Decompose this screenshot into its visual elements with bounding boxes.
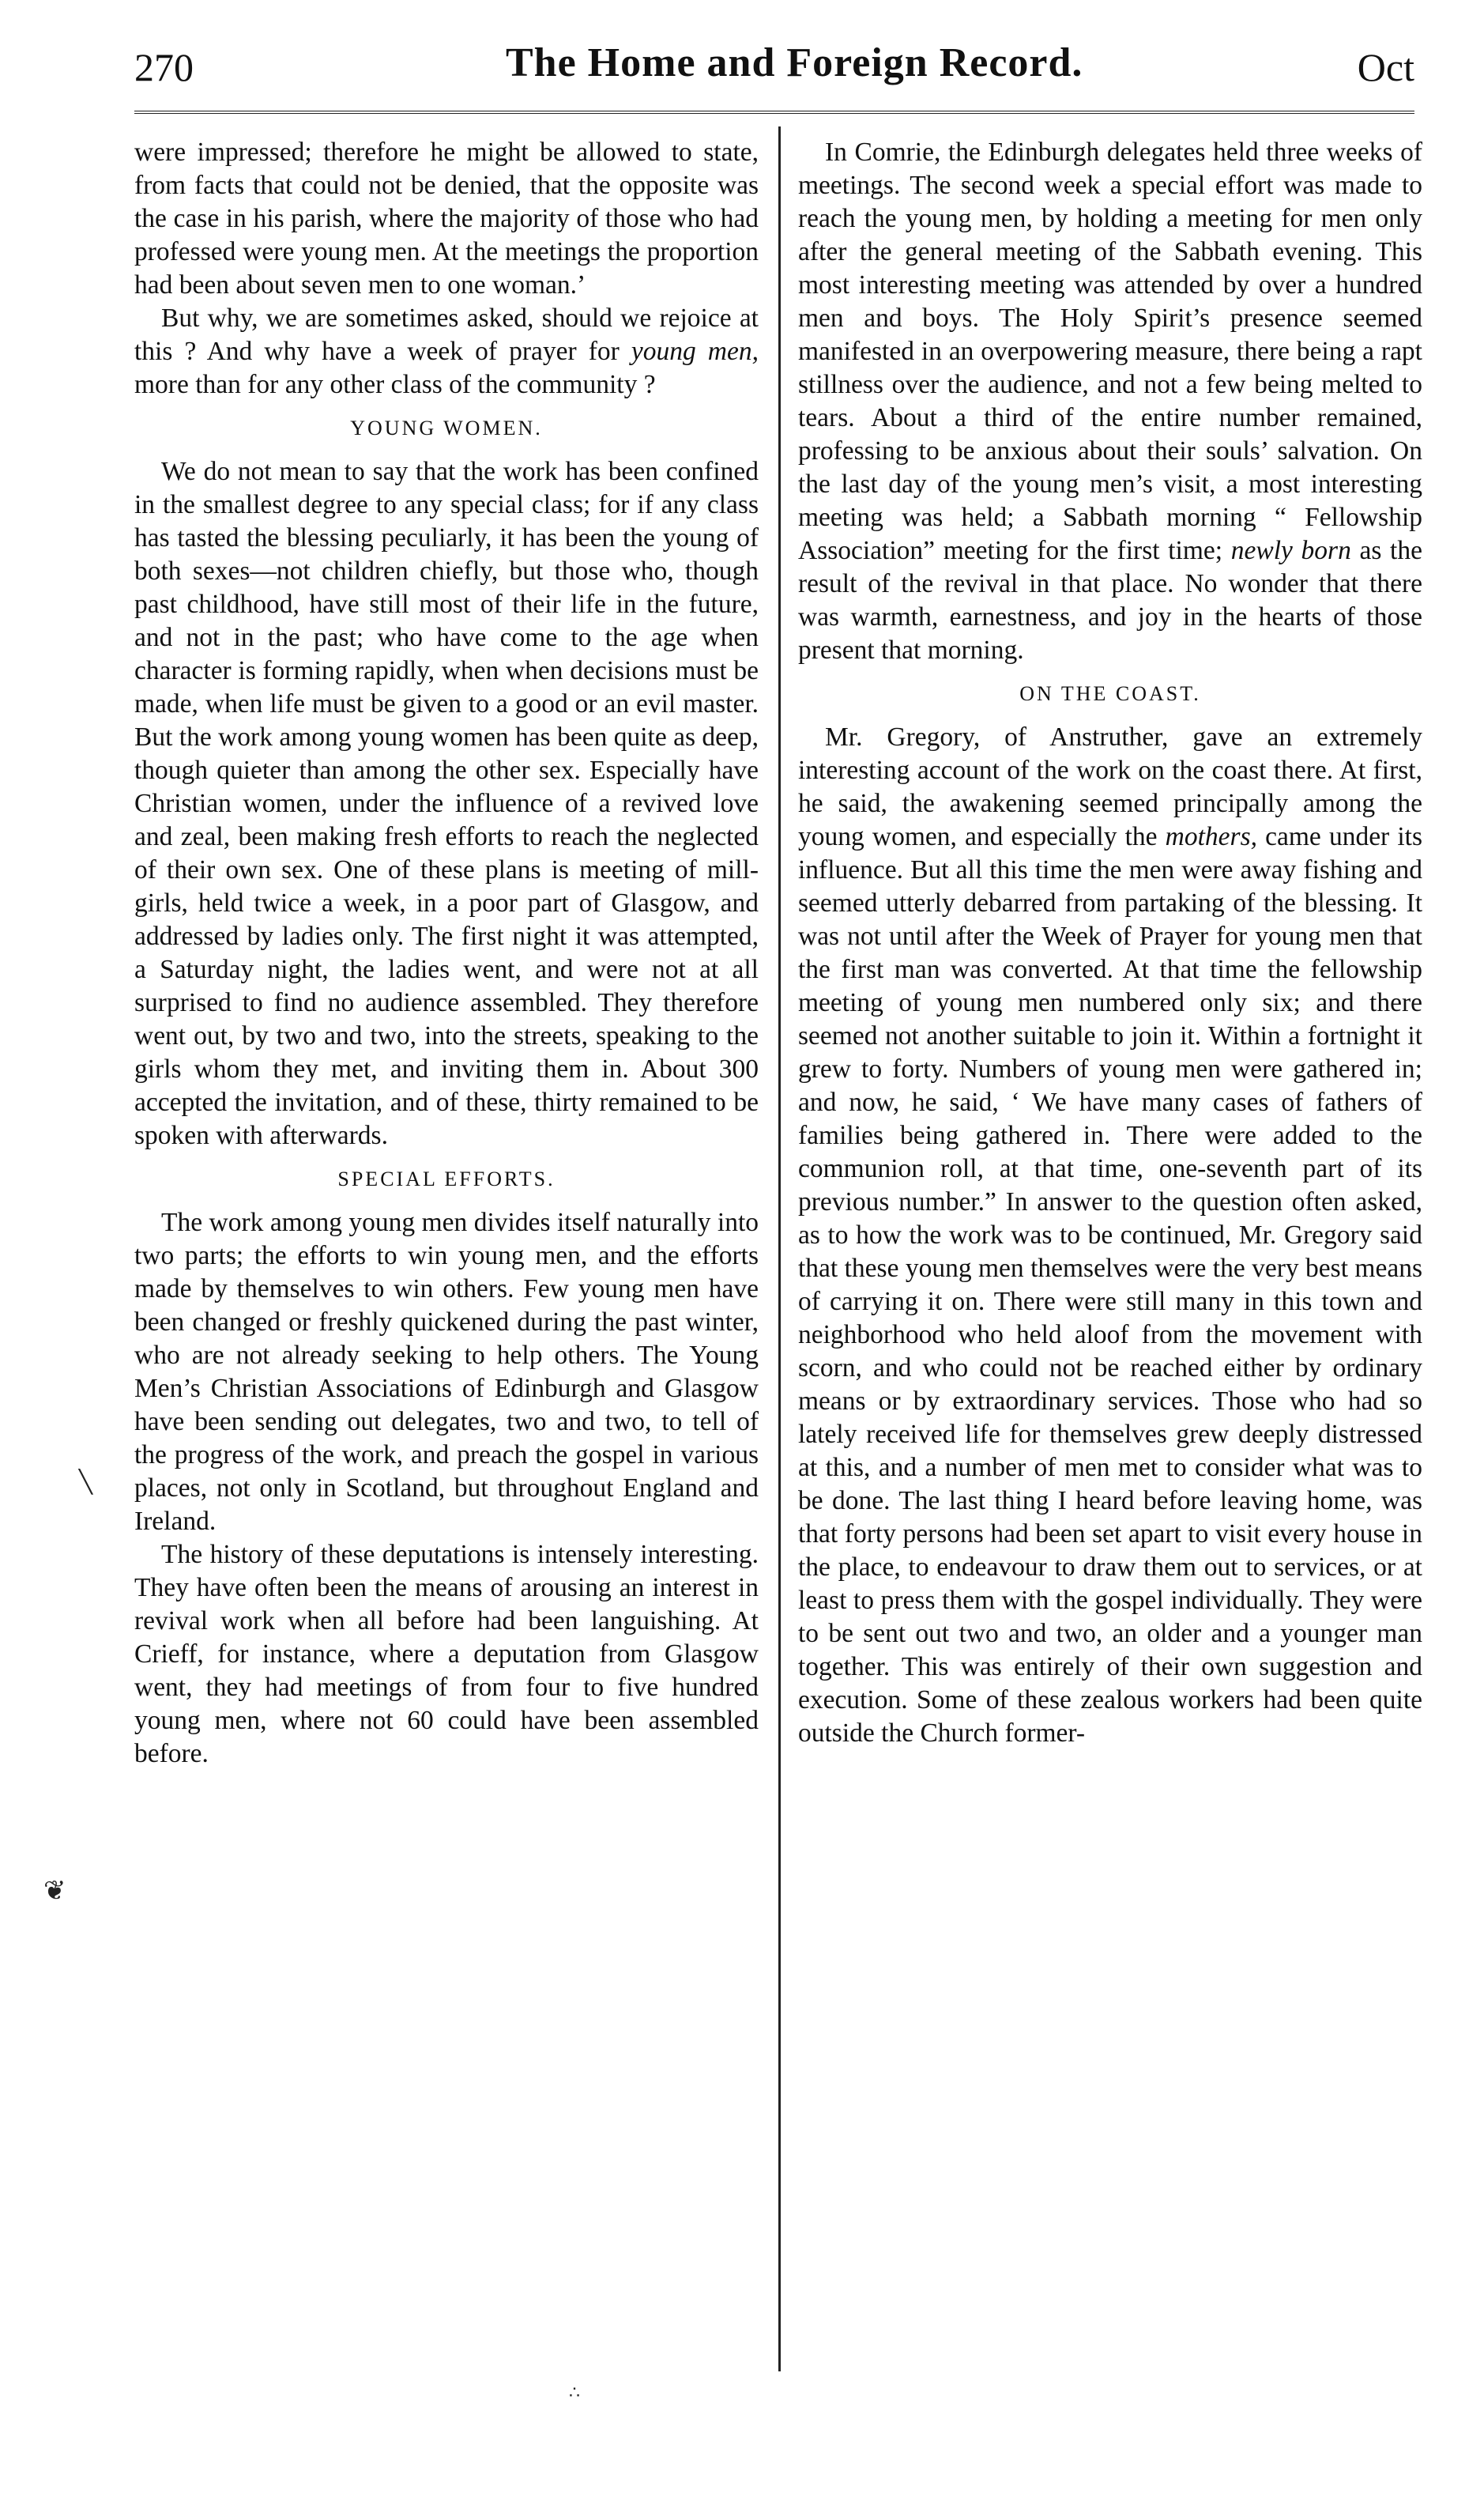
text-run: But why, we are sometimes asked, should we rejoice at this ? And why have a week of prayer for <box>134 304 759 366</box>
paragraph-deputations: The history of these deputations is intensely interesting. They have often been the means of arousing an interest in revival work when all before had been languishing. At Crieff, for instance, where a deputation from Glasgow went, they had meetings of from four to five hundred young men, where not 60 could have been assembled before. <box>134 1540 759 1768</box>
column-rule <box>778 126 781 2371</box>
italic-text: newly born <box>1230 536 1351 565</box>
italic-text: young men, <box>631 337 759 366</box>
paragraph-why-rejoice <box>134 302 759 402</box>
running-header <box>134 40 1414 119</box>
text-run: In Comrie, the Edinburgh delegates held three weeks of meetings. The second week a special effort was made to reach the young men, by holding a meeting for men only after the general meeting of the Sabbath evening. This most interesting meeting was attended by over a hundred men and boys. The Holy Spirit’s presence seemed manifested in an overpowering measure, there being a rapt stillness over the audience, and not a few being melted to tears. About a third of the entire number remained, professing to be anxious about their souls’ salvation. On the last day of the young men’s visit, a most interesting meeting was held; a Sabbath morning “ Fellowship Association” meeting for the first time; <box>798 138 1422 565</box>
text-run: more than for any other class of the community ? <box>134 370 656 399</box>
paragraph-anstruther <box>798 721 1422 1750</box>
paragraph-special-efforts: The work among young men divides itself naturally into two parts; the efforts to win young men, and the efforts made by themselves to win others. Few young men have been changed or freshly quickened during the past winter, who are not already seeking to help others. The Young Men’s Christian Associations of Edinburgh and Glasgow have been sending out delegates, two and two, to tell of the progress of the work, and preach the gospel in various places, not only in Scotland, but throughout England and Ireland. <box>134 1208 759 1536</box>
header-rule <box>134 111 1414 114</box>
left-column <box>134 136 759 2373</box>
paragraph-comrie <box>798 136 1422 667</box>
italic-text: mothers, <box>1165 822 1257 851</box>
paragraph-continuation: were impressed; therefore he might be allowed to state, from facts that could not be denied, that the opposite was the case in his parish, where the majority of those who had professed were young men. At the meetings the proportion had been about seven men to one woman.’ <box>134 138 759 300</box>
paragraph-young-women: We do not mean to say that the work has been confined in the smallest degree to any special class; for if any class has tasted the blessing peculiarly, it has been the young of both sexes—not children chiefly, but those who, though past childhood, have still most of their life in the future, and not in the past; who have come to the age when character is forming rapidly, when when decisions must be made, when life must be given to a good or an evil master. But the work among young women has been quite as deep, though quieter than among the other sex. Especially have Christian women, under the influence of a revived love and zeal, been making fresh efforts to reach the neglected of their own sex. One of these plans is meeting of mill-girls, held twice a week, in a poor part of Glasgow, and addressed by ladies only. The first night it was attempted, a Saturday night, the ladies went, and were not at all surprised to find no audience assembled. They therefore went out, by two and two, into the streets, speaking to the girls whom they met, and inviting them in. About 300 accepted the invitation, and of these, thirty remained to be spoken with afterwards. <box>134 457 759 1150</box>
journal-title: The Home and Foreign Record. <box>506 40 1083 85</box>
section-heading-on-the-coast: ON THE COAST. <box>1019 682 1201 705</box>
text-run: Mr. Gregory, of Anstruther, gave an extremely interesting account of the work on the coast there. At first, he said, the awakening seemed principally among the young women, and especially the <box>798 722 1422 851</box>
margin-tick-mark: ╲ <box>79 1469 92 1495</box>
section-heading-young-women: YOUNG WOMEN. <box>350 417 543 439</box>
running-month: Oct <box>1357 45 1414 89</box>
margin-ornament-mark: ❦ <box>43 1875 66 1907</box>
page-number: 270 <box>134 45 194 89</box>
footer-smudge-mark: ∴ <box>569 2383 580 2403</box>
section-heading-special-efforts: SPECIAL EFFORTS. <box>337 1168 556 1190</box>
text-run: came under its influence. But all this time the men were away fishing and seemed utterly debarred from partaking of the blessing. It was not until after the Week of Prayer for young men that the first man was converted. At that time the fellowship meeting of young men numbered only six; and there seemed not another suitable to join it. Within a fortnight it grew to forty. Numbers of young men were gathered in; and now, he said, ‘ We have many cases of fathers of families being gathered in. There were added to the communion roll, at that time, one-seventh part of its previous number.” In answer to the question often asked, as to how the work was to be continued, Mr. Gregory said that these young men themselves were the very best means of carrying it on. There were still many in this town and neighborhood who held aloof from the movement with scorn, and who could not be reached either by ordinary means or by extraordinary services. Those who had so lately received life for themselves grew deeply distressed at this, and a number of men met to consider what was to be done. The last thing I heard before leaving home, was that forty persons had been set apart to visit every house in the place, to endeavour to draw them out to services, or at least to press them with the gospel individually. They were to be sent out two and two, an older and a younger man together. This was entirely of their own suggestion and execution. Some of these zealous workers had been quite outside the Church former- <box>798 822 1422 1748</box>
text-run: as the result of the revival in that place. No wonder that there was warmth, earnestness, and joy in the hearts of those present that morning. <box>798 536 1422 665</box>
right-column <box>798 136 1422 2373</box>
